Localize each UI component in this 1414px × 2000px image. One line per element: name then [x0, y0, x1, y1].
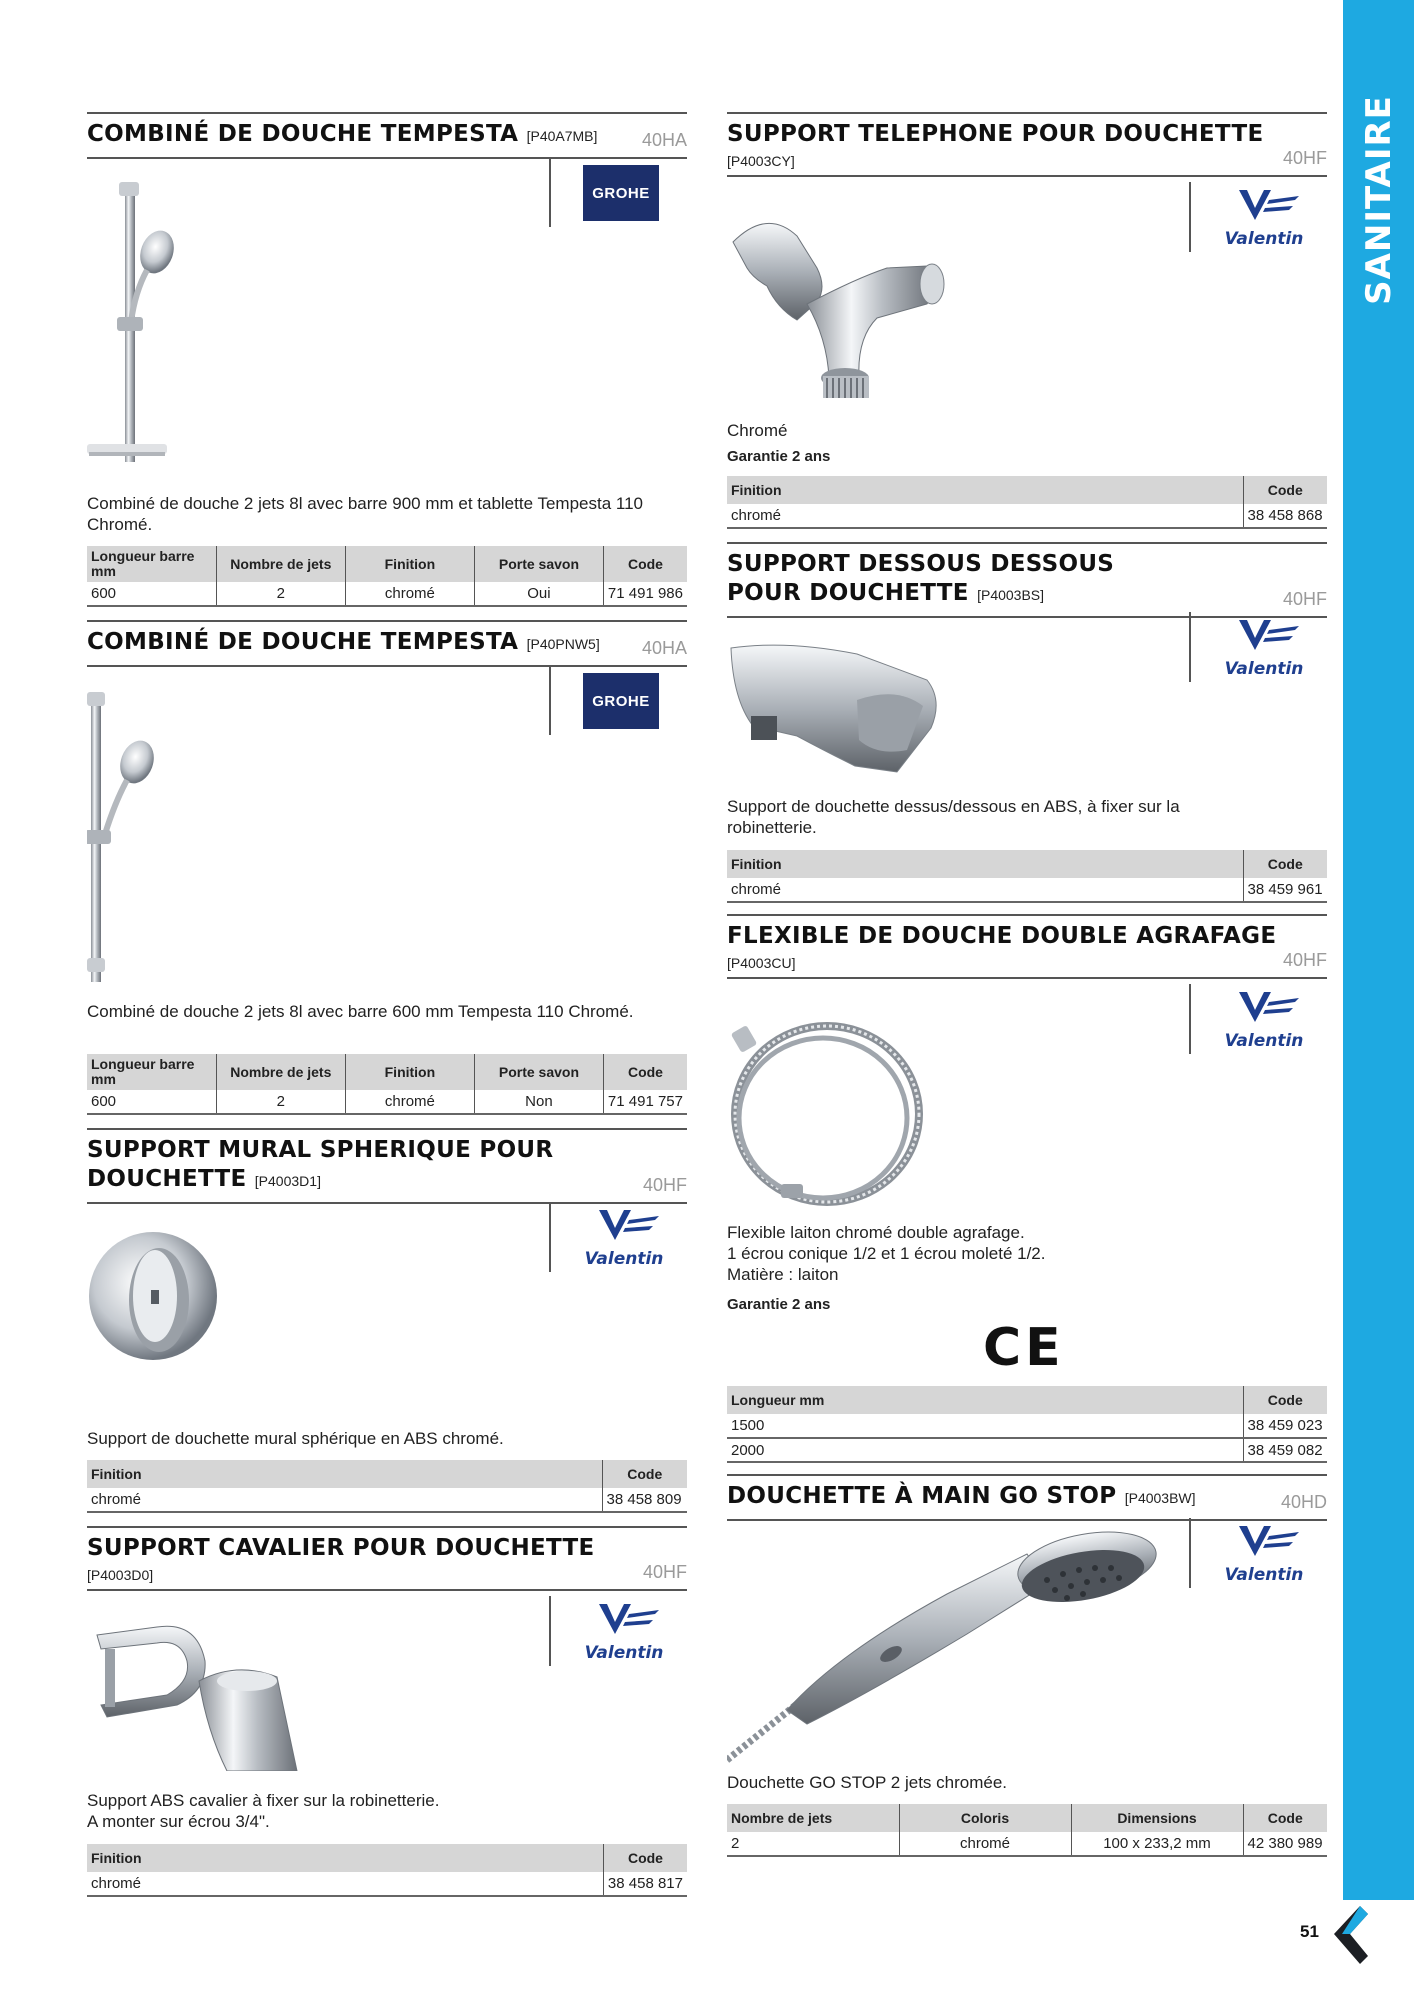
category-code: 40HF	[642, 1562, 687, 1582]
description-line: Flexible laiton chromé double agrafage.	[727, 1223, 1025, 1242]
column-header: Code	[1243, 1804, 1327, 1832]
product-combine-tempesta-900	[87, 112, 687, 602]
valentin-logo	[1209, 616, 1319, 680]
page-arrow-icon	[1330, 1904, 1370, 1968]
table-row	[87, 1872, 687, 1896]
column-header: Code	[1243, 1386, 1327, 1414]
column-header: Finition	[87, 1460, 602, 1488]
product-description: Combiné de douche 2 jets 8l avec barre 900 mm et tablette Tempesta 110 Chromé.	[87, 494, 643, 534]
valentin-logo	[569, 1600, 679, 1664]
column-header: Dimensions	[1071, 1804, 1243, 1832]
valentin-logo	[1209, 186, 1319, 250]
cell-code: 38 458 868	[1243, 504, 1327, 528]
cell: Non	[474, 1090, 603, 1114]
brand-logo-valentin	[1189, 612, 1327, 682]
cell: 600	[87, 1090, 216, 1114]
column-header: Code	[1243, 476, 1327, 504]
product-header	[727, 112, 1327, 177]
column-header: Nombre de jets	[216, 546, 345, 582]
column-header: Longueur barre mm	[87, 1054, 216, 1090]
column-header: Longueur mm	[727, 1386, 1243, 1414]
table-row	[727, 878, 1327, 902]
product-support-mural-spherique	[87, 1128, 687, 1508]
product-description: Chromé	[727, 421, 788, 440]
brand-logo-valentin	[1189, 182, 1327, 252]
cell: Oui	[474, 582, 603, 606]
cell: chromé	[345, 582, 474, 606]
product-ref: [P40A7MB]	[526, 128, 598, 144]
spec-table	[727, 1386, 1327, 1463]
ce-mark: CE	[983, 1318, 1065, 1378]
product-header	[727, 914, 1327, 979]
valentin-logo	[569, 1206, 679, 1270]
spec-table	[87, 1054, 687, 1115]
hand-shower-image	[727, 1524, 1157, 1764]
cell-code: 38 459 023	[1243, 1414, 1327, 1438]
product-description: Support de douchette mural sphérique en ABS chromé.	[87, 1429, 504, 1448]
product-header	[727, 1474, 1327, 1521]
product-ref: [P40PNW5]	[526, 636, 600, 652]
category-code: 40HD	[1280, 1492, 1327, 1512]
product-support-cavalier	[87, 1526, 687, 1892]
cell: chromé	[87, 1872, 603, 1896]
column-header: Nombre de jets	[216, 1054, 345, 1090]
page-number: 51	[1300, 1922, 1319, 1941]
description-line: Matière : laiton	[727, 1265, 839, 1284]
table-row	[727, 1438, 1327, 1462]
column-header: Finition	[727, 850, 1243, 878]
product-support-telephone	[727, 112, 1327, 524]
shower-kit-image	[87, 692, 187, 992]
flexible-hose-image	[727, 1014, 927, 1214]
cavalier-support-image	[87, 1621, 307, 1771]
column-header: Longueur barre mm	[87, 546, 216, 582]
shower-kit-image	[87, 182, 187, 482]
cell: chromé	[727, 878, 1243, 902]
product-header	[87, 112, 687, 159]
product-description	[87, 1790, 687, 1832]
product-flexible-double-agrafage	[727, 914, 1327, 1459]
product-header	[727, 542, 1327, 618]
product-ref: [P4003D1]	[254, 1173, 321, 1189]
valentin-logo	[1209, 1522, 1319, 1586]
valentin-logo	[1209, 988, 1319, 1052]
column-header: Porte savon	[474, 546, 603, 582]
category-code: 40HA	[641, 638, 687, 658]
product-title-line2: DOUCHETTE [P4003D1]	[87, 1166, 321, 1192]
brand-logo-grohe	[549, 665, 687, 735]
column-header: Code	[602, 1460, 687, 1488]
cell: 600	[87, 582, 216, 606]
product-title: COMBINÉ DE DOUCHE TEMPESTA [P40A7MB]	[87, 121, 598, 147]
category-code: 40HF	[1282, 950, 1327, 970]
brand-logo-grohe	[549, 157, 687, 227]
brand-logo-valentin	[1189, 1518, 1327, 1588]
product-description	[727, 1222, 1327, 1285]
product-title: SUPPORT CAVALIER POUR DOUCHETTE	[87, 1535, 595, 1561]
brand-logo-valentin	[1189, 984, 1327, 1054]
table-row	[727, 504, 1327, 528]
column-header: Nombre de jets	[727, 1804, 899, 1832]
spec-table	[87, 1844, 687, 1897]
product-description: Support de douchette dessus/dessous en ABS, à fixer sur la robinetterie.	[727, 797, 1180, 837]
garantie: Garantie 2 ans	[727, 1296, 831, 1313]
product-title: COMBINÉ DE DOUCHE TEMPESTA [P40PNW5]	[87, 629, 600, 655]
cell: 100 x 233,2 mm	[1071, 1832, 1243, 1856]
cell: chromé	[899, 1832, 1071, 1856]
cell: 2	[727, 1832, 899, 1856]
spherical-wall-support-image	[87, 1230, 227, 1370]
column-header: Finition	[87, 1844, 603, 1872]
description-line: Support ABS cavalier à fixer sur la robinetterie.	[87, 1791, 440, 1810]
product-description: Douchette GO STOP 2 jets chromée.	[727, 1773, 1008, 1792]
dessus-dessous-support-image	[727, 640, 947, 790]
grohe-logo: GROHE	[583, 673, 659, 729]
category-code: 40HF	[1282, 589, 1327, 609]
cell-code: 71 491 986	[603, 582, 687, 606]
cell: chromé	[727, 504, 1243, 528]
product-title-line2: POUR DOUCHETTE [P4003BS]	[727, 580, 1045, 606]
product-description: Combiné de douche 2 jets 8l avec barre 600 mm Tempesta 110 Chromé.	[87, 1002, 634, 1021]
category-code: 40HF	[642, 1175, 687, 1195]
cell: 2	[216, 582, 345, 606]
spec-table	[87, 1460, 687, 1513]
cell: chromé	[87, 1488, 602, 1512]
garantie: Garantie 2 ans	[727, 448, 831, 465]
cell-code: 38 458 817	[603, 1872, 687, 1896]
cell: 1500	[727, 1414, 1243, 1438]
product-ref: [P4003D0]	[87, 1567, 154, 1583]
cell-code: 42 380 989	[1243, 1832, 1327, 1856]
product-ref: [P4003CU]	[727, 955, 796, 971]
cell: 2000	[727, 1438, 1243, 1462]
description-line: 1 écrou conique 1/2 et 1 écrou moleté 1/2.	[727, 1244, 1046, 1263]
cell-code: 38 459 082	[1243, 1438, 1327, 1462]
spec-table	[727, 1804, 1327, 1857]
product-combine-tempesta-600	[87, 620, 687, 1110]
description-line: A monter sur écrou 3/4".	[87, 1812, 270, 1831]
table-row	[87, 582, 687, 606]
sidebar-label: SANITAIRE	[1358, 95, 1399, 305]
table-row	[727, 1832, 1327, 1856]
table-row	[87, 1090, 687, 1114]
product-title: SUPPORT TELEPHONE POUR DOUCHETTE	[727, 121, 1264, 147]
spec-table	[727, 476, 1327, 529]
product-ref: [P4003CY]	[727, 153, 795, 169]
column-header: Code	[603, 1844, 687, 1872]
column-header: Finition	[345, 546, 474, 582]
spec-table	[727, 850, 1327, 903]
brand-logo-valentin	[549, 1202, 687, 1272]
spec-table	[87, 546, 687, 607]
column-header: Code	[1243, 850, 1327, 878]
column-header: Porte savon	[474, 1054, 603, 1090]
category-code: 40HF	[1282, 148, 1327, 168]
product-douchette-go-stop	[727, 1474, 1327, 1852]
product-header	[87, 1128, 687, 1204]
product-title: DOUCHETTE À MAIN GO STOP [P4003BW]	[727, 1483, 1196, 1509]
column-header: Code	[603, 1054, 687, 1090]
table-row	[727, 1414, 1327, 1438]
column-header: Finition	[727, 476, 1243, 504]
product-title-line1: SUPPORT MURAL SPHERIQUE POUR	[87, 1137, 554, 1163]
product-header	[87, 620, 687, 667]
product-header	[87, 1526, 687, 1591]
column-header: Code	[603, 546, 687, 582]
product-title: FLEXIBLE DE DOUCHE DOUBLE AGRAFAGE	[727, 923, 1277, 949]
brand-logo-valentin	[549, 1596, 687, 1666]
cell: chromé	[345, 1090, 474, 1114]
column-header: Coloris	[899, 1804, 1071, 1832]
product-ref: [P4003BS]	[977, 587, 1045, 603]
cell-code: 71 491 757	[603, 1090, 687, 1114]
cell-code: 38 458 809	[602, 1488, 687, 1512]
product-ref: [P4003BW]	[1124, 1490, 1196, 1506]
cell-code: 38 459 961	[1243, 878, 1327, 902]
column-header: Finition	[345, 1054, 474, 1090]
category-code: 40HA	[641, 130, 687, 150]
grohe-logo: GROHE	[583, 165, 659, 221]
table-row	[87, 1488, 687, 1512]
product-support-dessous-dessous	[727, 542, 1327, 898]
cell: 2	[216, 1090, 345, 1114]
telephone-support-image	[727, 208, 957, 408]
product-title-line1: SUPPORT DESSOUS DESSOUS	[727, 551, 1115, 577]
